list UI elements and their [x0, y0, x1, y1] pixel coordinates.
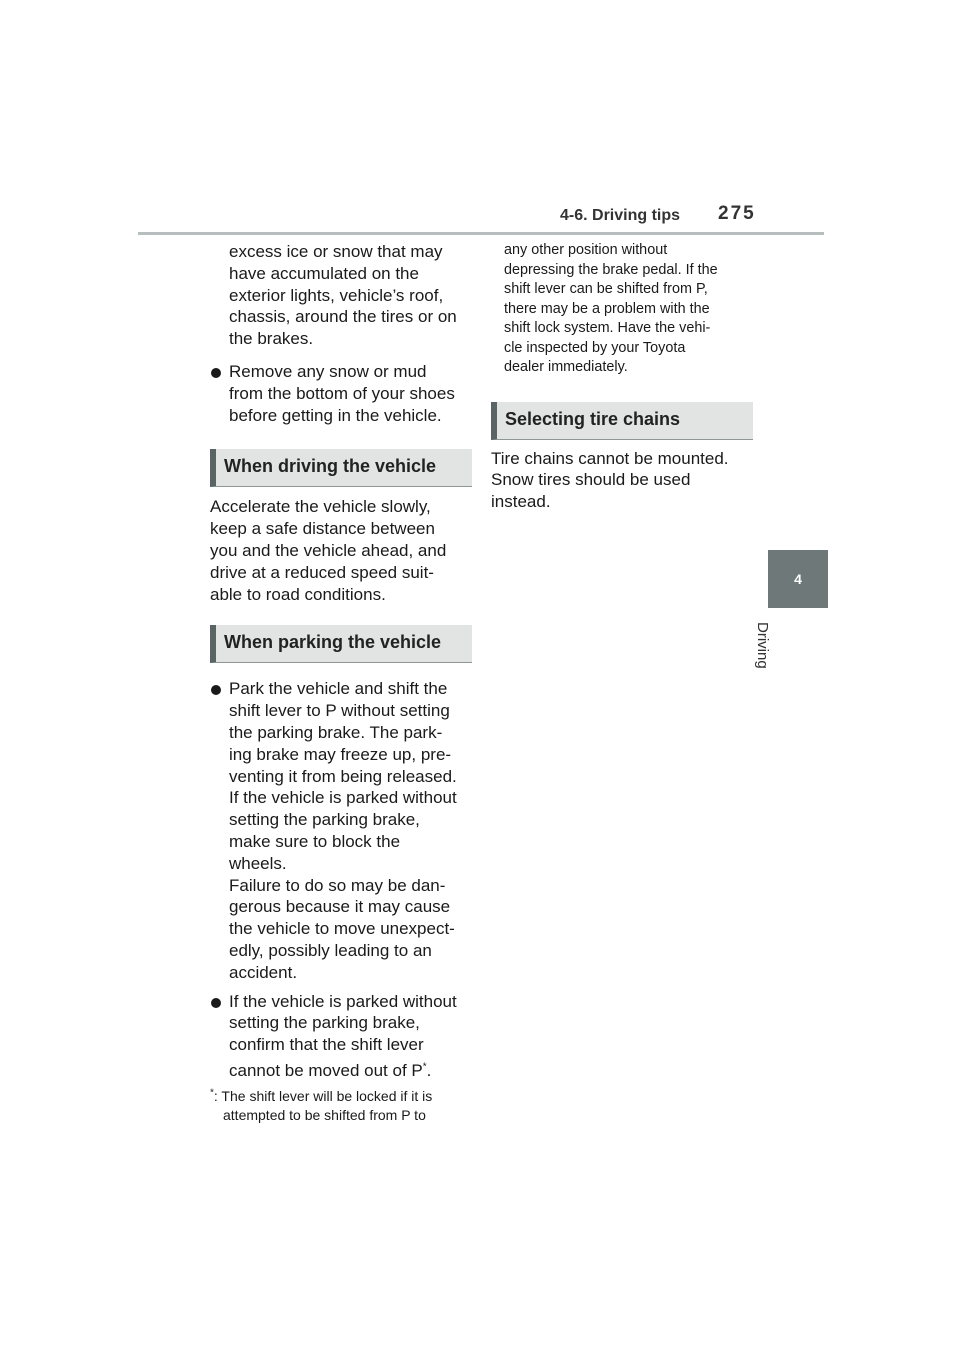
text-line: from the bottom of your shoes: [229, 383, 455, 403]
text-line: dealer immediately.: [504, 359, 628, 375]
text-line: ing brake may freeze up, pre-: [229, 744, 452, 764]
text-line: there may be a problem with the: [504, 300, 710, 317]
text-line-with-mark: [229, 1060, 431, 1082]
text-line: wheels.: [229, 853, 287, 873]
text-line: Park the vehicle and shift the: [229, 679, 448, 699]
text-line: any other position without: [504, 242, 668, 258]
bullet-item: [210, 991, 472, 1082]
text-line: the vehicle to move unexpect-: [229, 919, 455, 939]
text-line: setting the parking brake,: [229, 1013, 420, 1033]
footnote-marker: *: [210, 1087, 214, 1099]
bullet-item: [210, 678, 472, 983]
footnote-continued: [491, 241, 753, 378]
section-heading: When parking the vehicle: [210, 625, 472, 663]
text-line: have accumulated on the: [229, 263, 419, 283]
text-line-end: .: [426, 1060, 432, 1080]
text-line: depressing the brake pedal. If the: [504, 261, 718, 278]
text-line: shift lever to P without setting: [229, 701, 450, 721]
header-divider: [138, 232, 824, 235]
chapter-label-text: Driving: [754, 622, 771, 669]
text-line: edly, possibly leading to an: [229, 940, 432, 960]
text-line: shift lock system. Have the vehi-: [504, 320, 711, 336]
text-line: excess ice or snow that may: [229, 242, 443, 261]
page-number: 275: [718, 203, 756, 224]
text-line: If the vehicle is parked without: [229, 991, 457, 1011]
text-line: setting the parking brake,: [229, 810, 420, 830]
text-line: exterior lights, vehicle’s roof,: [229, 285, 444, 305]
text-line: able to road conditions.: [210, 584, 386, 604]
left-column: [210, 241, 472, 1126]
text-line: shift lever can be shifted from P,: [504, 281, 708, 297]
text-line: the parking brake. The park-: [229, 722, 443, 742]
section-heading: Selecting tire chains: [491, 402, 753, 440]
text-line: instead.: [491, 492, 551, 512]
bullet-item: [210, 361, 472, 426]
text-line: Accelerate the vehicle slowly,: [210, 497, 431, 517]
chapter-tab: 4: [768, 550, 828, 608]
text-line: drive at a reduced speed suit-: [210, 562, 434, 582]
text-line: confirm that the shift lever: [229, 1035, 424, 1055]
section-title: 4-6. Driving tips: [560, 207, 681, 224]
bullet-dot-icon: [211, 685, 221, 695]
text-line: the brakes.: [229, 329, 314, 349]
text-line: you and the vehicle ahead, and: [210, 540, 447, 560]
text-line: venting it from being released.: [229, 766, 457, 786]
text-line: Tire chains cannot be mounted.: [491, 448, 729, 468]
footnote: [210, 1087, 472, 1126]
bullet-dot-icon: [211, 998, 221, 1008]
chapter-label: [754, 622, 793, 682]
continued-paragraph: [210, 241, 472, 350]
text-line: chassis, around the tires or on: [229, 307, 457, 327]
footnote-marker: *: [422, 1061, 427, 1073]
paragraph: [491, 448, 753, 513]
text-line: attempted to be shifted from P to: [223, 1107, 426, 1124]
section-heading: When driving the vehicle: [210, 449, 472, 487]
text-line: make sure to block the: [229, 831, 401, 851]
text-line: cle inspected by your Toyota: [504, 339, 686, 356]
text-line: cannot be moved out of P: [229, 1060, 423, 1080]
paragraph: [210, 496, 472, 605]
text-line: keep a safe distance between: [210, 519, 435, 539]
bullet-dot-icon: [211, 368, 221, 378]
text-line: accident.: [229, 962, 298, 982]
text-line: gerous because it may cause: [229, 897, 451, 917]
right-column: [491, 241, 753, 513]
text-line: Remove any snow or mud: [229, 361, 427, 381]
text-line: Snow tires should be used: [491, 470, 691, 490]
text-line: before getting in the vehicle.: [229, 405, 442, 425]
text-line: : The shift lever will be locked if it is: [213, 1087, 433, 1104]
text-line: If the vehicle is parked without: [229, 788, 457, 808]
text-line: Failure to do so may be dan-: [229, 875, 446, 895]
